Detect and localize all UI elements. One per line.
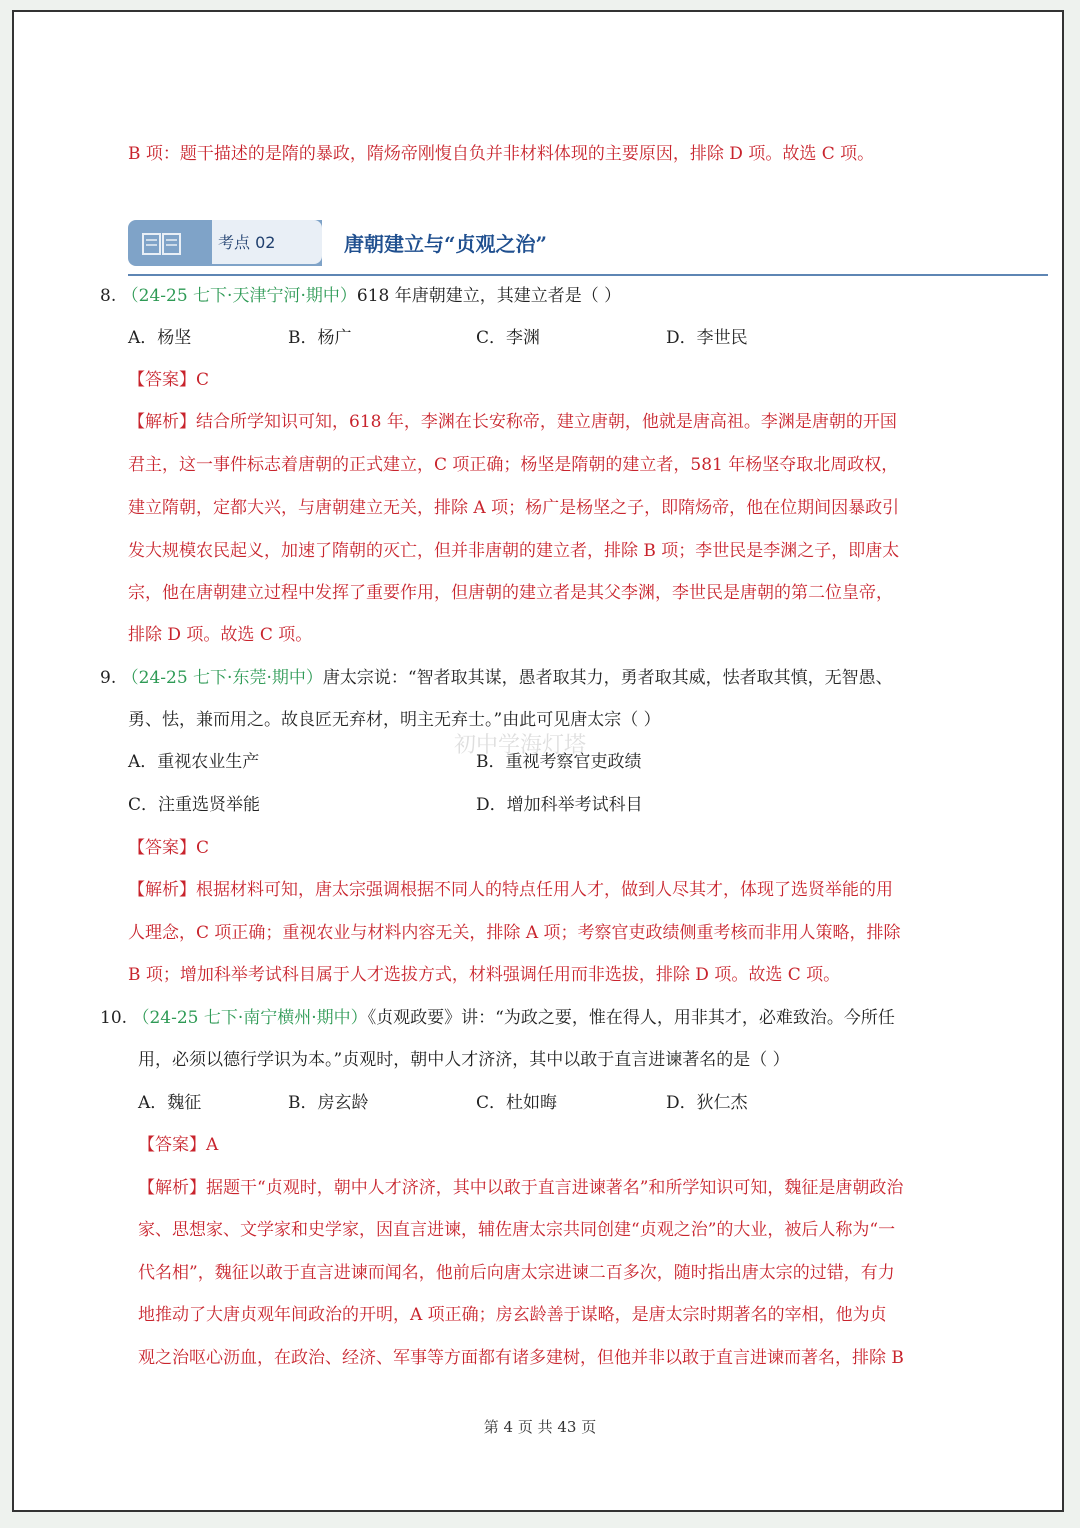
answer: 【答案】C [128, 370, 210, 390]
question-number: 8. [100, 286, 117, 306]
section-header [128, 218, 1060, 280]
analysis-line: 君主，这一事件标志着唐朝的正式建立，C 项正确；杨坚是隋朝的建立者，581 年杨坚夺取北周政权， [128, 455, 899, 475]
question-source: （24-25 七下·东莞·期中） [121, 668, 323, 688]
option-c: C．杜如晦 [476, 1093, 558, 1113]
answer: 【答案】A [138, 1135, 219, 1155]
watermark: 初中学海灯塔 [454, 733, 587, 758]
option-d: D．增加科举考试科目 [476, 795, 643, 815]
analysis-line: 【解析】根据材料可知，唐太宗强调根据不同人的特点任用人才，做到人尽其才，体现了选贤举能的用 [128, 880, 893, 900]
question-stem-cont: 勇、怯，兼而用之。故良匠无弃材，明主无弃士。”由此可见唐太宗（ ） [128, 710, 661, 730]
answer: 【答案】C [128, 838, 210, 858]
option-a: A．重视农业生产 [128, 752, 260, 772]
top-note: B 项：题干描述的是隋的暴政，隋炀帝刚愎自负并非材料体现的主要原因，排除 D 项。故选 C 项。 [128, 144, 875, 164]
page-footer: 第 4 页 共 43 页 [483, 1418, 597, 1436]
analysis-line: B 项；增加科举考试科目属于人才选拔方式，材料强调任用而非选拔，排除 D 项。故选 C 项。 [128, 965, 841, 985]
option-b: B．房玄龄 [288, 1093, 369, 1113]
analysis-line: 代名相”，魏征以敢于直言进谏而闻名，他前后向唐太宗进谏二百多次，随时指出唐太宗的过错，有力 [138, 1263, 895, 1283]
option-b: B．重视考察官吏政绩 [476, 752, 642, 772]
option-d: D．狄仁杰 [666, 1093, 748, 1113]
option-d: D．李世民 [666, 328, 748, 348]
option-c: C．注重选贤举能 [128, 795, 261, 815]
question-number: 9. [100, 668, 117, 688]
question-source: （24-25 七下·天津宁河·期中） [121, 286, 357, 306]
question-stem-cont: 用，必须以德行学识为本。”贞观时，朝中人才济济，其中以敢于直言进谏著名的是（ ） [138, 1050, 790, 1070]
analysis-line: 建立隋朝，定都大兴，与唐朝建立无关，排除 A 项；杨广是杨坚之子，即隋炀帝，他在位期间因暴政引 [128, 498, 900, 518]
analysis-line: 【解析】结合所学知识可知，618 年，李渊在长安称帝，建立唐朝，他就是唐高祖。李渊是唐朝的开国 [128, 412, 897, 432]
document-page [12, 10, 1064, 1512]
book-icon [142, 232, 182, 256]
option-c: C．李渊 [476, 328, 541, 348]
question-source: （24-25 七下·南宁横州·期中） [132, 1008, 368, 1028]
question-9 [100, 666, 893, 690]
question-stem: 618 年唐朝建立，其建立者是（ ） [356, 286, 622, 306]
analysis-line: 家、思想家、文学家和史学家，因直言进谏，辅佐唐太宗共同创建“贞观之治”的大业，被后人称为“一 [138, 1220, 896, 1240]
question-10 [100, 1006, 895, 1030]
analysis-line: 宗，他在唐朝建立过程中发挥了重要作用，但唐朝的建立者是其父李渊，李世民是唐朝的第二位皇帝， [128, 583, 893, 603]
section-tag-label: 考点 02 [218, 233, 276, 252]
analysis-line: 观之治呕心沥血，在政治、经济、军事等方面都有诸多建树，但他并非以敢于直言进谏而著名，排除 B [138, 1348, 904, 1368]
question-stem: 唐太宗说：“智者取其谋，愚者取其力，勇者取其威，怯者取其慎，无智愚、 [322, 668, 893, 688]
analysis-line: 排除 D 项。故选 C 项。 [128, 625, 313, 645]
option-b: B．杨广 [288, 328, 352, 348]
question-number: 10. [100, 1008, 128, 1028]
analysis-line: 【解析】据题干“贞观时，朝中人才济济，其中以敢于直言进谏著名”和所学知识可知，魏征是唐朝政治 [138, 1178, 904, 1198]
question-stem: 《贞观政要》讲：“为政之要，惟在得人，用非其才，必难致治。今所任 [367, 1008, 895, 1028]
analysis-line: 地推动了大唐贞观年间政治的开明，A 项正确；房玄龄善于谋略，是唐太宗时期著名的宰相，他为贞 [138, 1305, 887, 1325]
option-a: A．魏征 [138, 1093, 202, 1113]
analysis-line: 人理念，C 项正确；重视农业与材料内容无关，排除 A 项；考察官吏政绩侧重考核而非用人策略，排除 [128, 923, 901, 943]
question-8 [100, 284, 621, 308]
section-title: 唐朝建立与“贞观之治” [344, 232, 548, 256]
analysis-line: 发大规模农民起义，加速了隋朝的灭亡，但并非唐朝的建立者，排除 B 项；李世民是李渊之子，即唐太 [128, 541, 900, 561]
option-a: A．杨坚 [128, 328, 192, 348]
section-divider [128, 274, 1048, 276]
